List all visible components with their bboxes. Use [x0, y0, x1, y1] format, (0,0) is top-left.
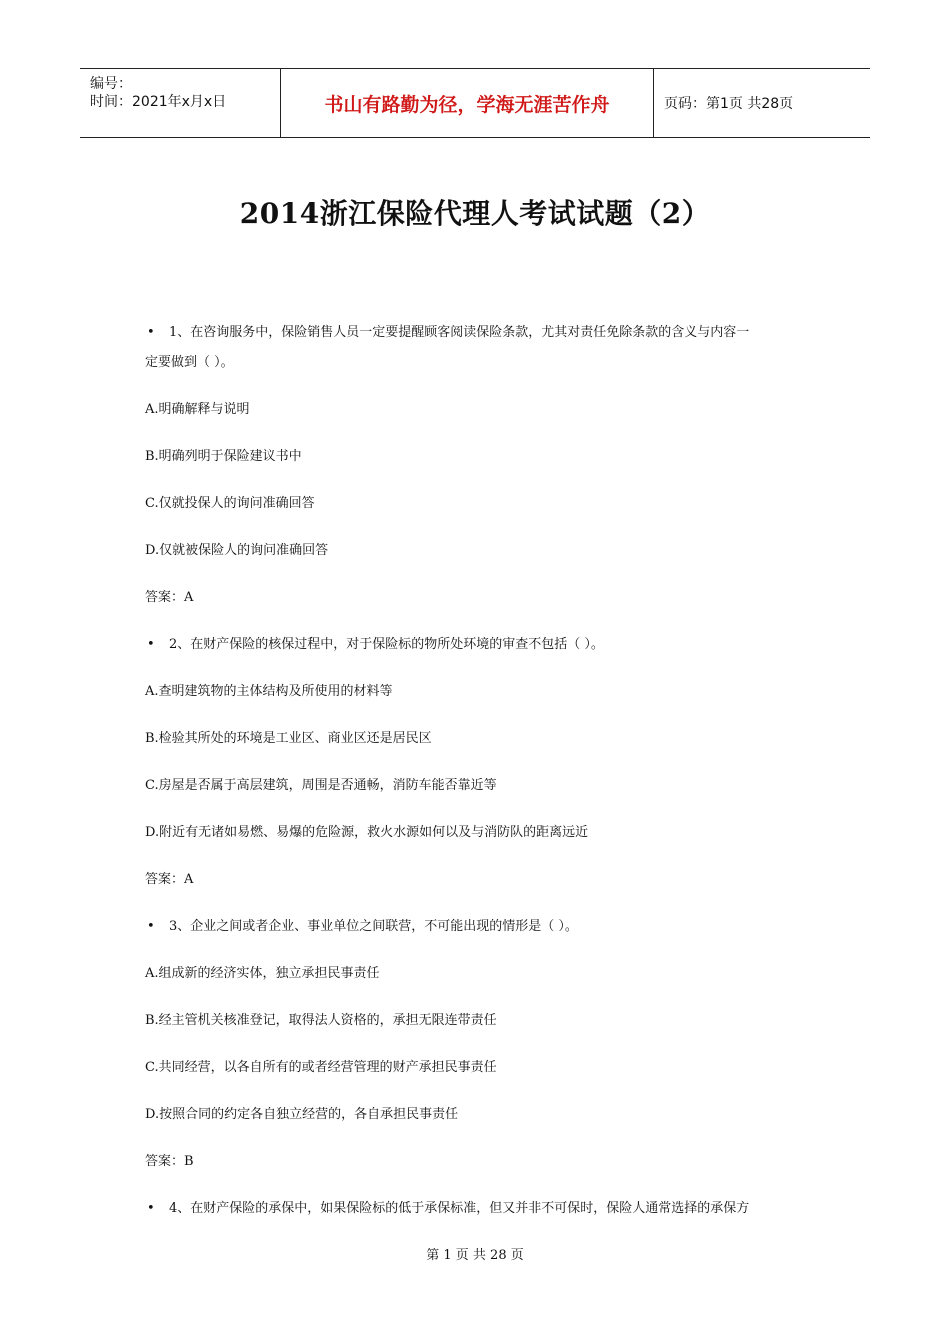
bullet: • — [147, 325, 155, 340]
page-footer: 第 1 页 共 28 页 — [426, 1248, 524, 1263]
option-c: C.仅就投保人的询问准确回答 — [145, 496, 315, 511]
question-text: 3、企业之间或者企业、事业单位之间联营，不可能出现的情形是（ ）。 — [169, 919, 578, 934]
header-page-info: 页码：第1页 共28页 — [664, 96, 794, 112]
question-2 — [145, 630, 815, 677]
answer: 答案：A — [145, 590, 194, 605]
bullet: • — [147, 919, 155, 934]
option-c: C.房屋是否属于高层建筑，周围是否通畅，消防车能否靠近等 — [145, 778, 497, 793]
question-list — [145, 318, 815, 1224]
question-text: 2、在财产保险的核保过程中，对于保险标的物所处环境的审查不包括（ ）。 — [169, 637, 604, 652]
document-title: 2014浙江保险代理人考试试题（2） — [239, 197, 711, 230]
option-a: A.查明建筑物的主体结构及所使用的材料等 — [145, 684, 393, 699]
page-header — [80, 68, 870, 138]
time-label: 时间：2021年x月x日 — [90, 94, 227, 110]
question-1 — [145, 318, 815, 378]
bullet: • — [147, 637, 155, 652]
question-4 — [145, 1194, 815, 1224]
option-a: A.明确解释与说明 — [145, 402, 250, 417]
question-text: 4、在财产保险的承保中，如果保险标的低于承保标准，但又并非不可保时，保险人通常选择的承保方 — [169, 1201, 750, 1216]
number-label: 编号： — [90, 76, 132, 92]
question-text-continued: 定要做到（ ）。 — [145, 355, 234, 370]
option-b: B.经主管机关核准登记，取得法人资格的，承担无限连带责任 — [145, 1013, 497, 1028]
bullet: • — [147, 1201, 155, 1216]
option-a: A.组成新的经济实体，独立承担民事责任 — [145, 966, 380, 981]
option-d: D.仅就被保险人的询问准确回答 — [145, 543, 329, 558]
option-d: D.附近有无诸如易燃、易爆的危险源，救火水源如何以及与消防队的距离远近 — [145, 825, 589, 840]
option-b: B.明确列明于保险建议书中 — [145, 449, 302, 464]
option-c: C.共同经营，以各自所有的或者经营管理的财产承担民事责任 — [145, 1060, 497, 1075]
question-text: 1、在咨询服务中，保险销售人员一定要提醒顾客阅读保险条款，尤其对责任免除条款的含义与内容一 — [169, 325, 750, 340]
header-motto: 书山有路勤为径，学海无涯苦作舟 — [281, 69, 654, 137]
option-b: B.检验其所处的环境是工业区、商业区还是居民区 — [145, 731, 432, 746]
answer: 答案：B — [145, 1154, 194, 1169]
question-3 — [145, 912, 815, 959]
header-meta — [80, 69, 281, 137]
option-d: D.按照合同的约定各自独立经营的，各自承担民事责任 — [145, 1107, 459, 1122]
answer: 答案：A — [145, 872, 194, 887]
